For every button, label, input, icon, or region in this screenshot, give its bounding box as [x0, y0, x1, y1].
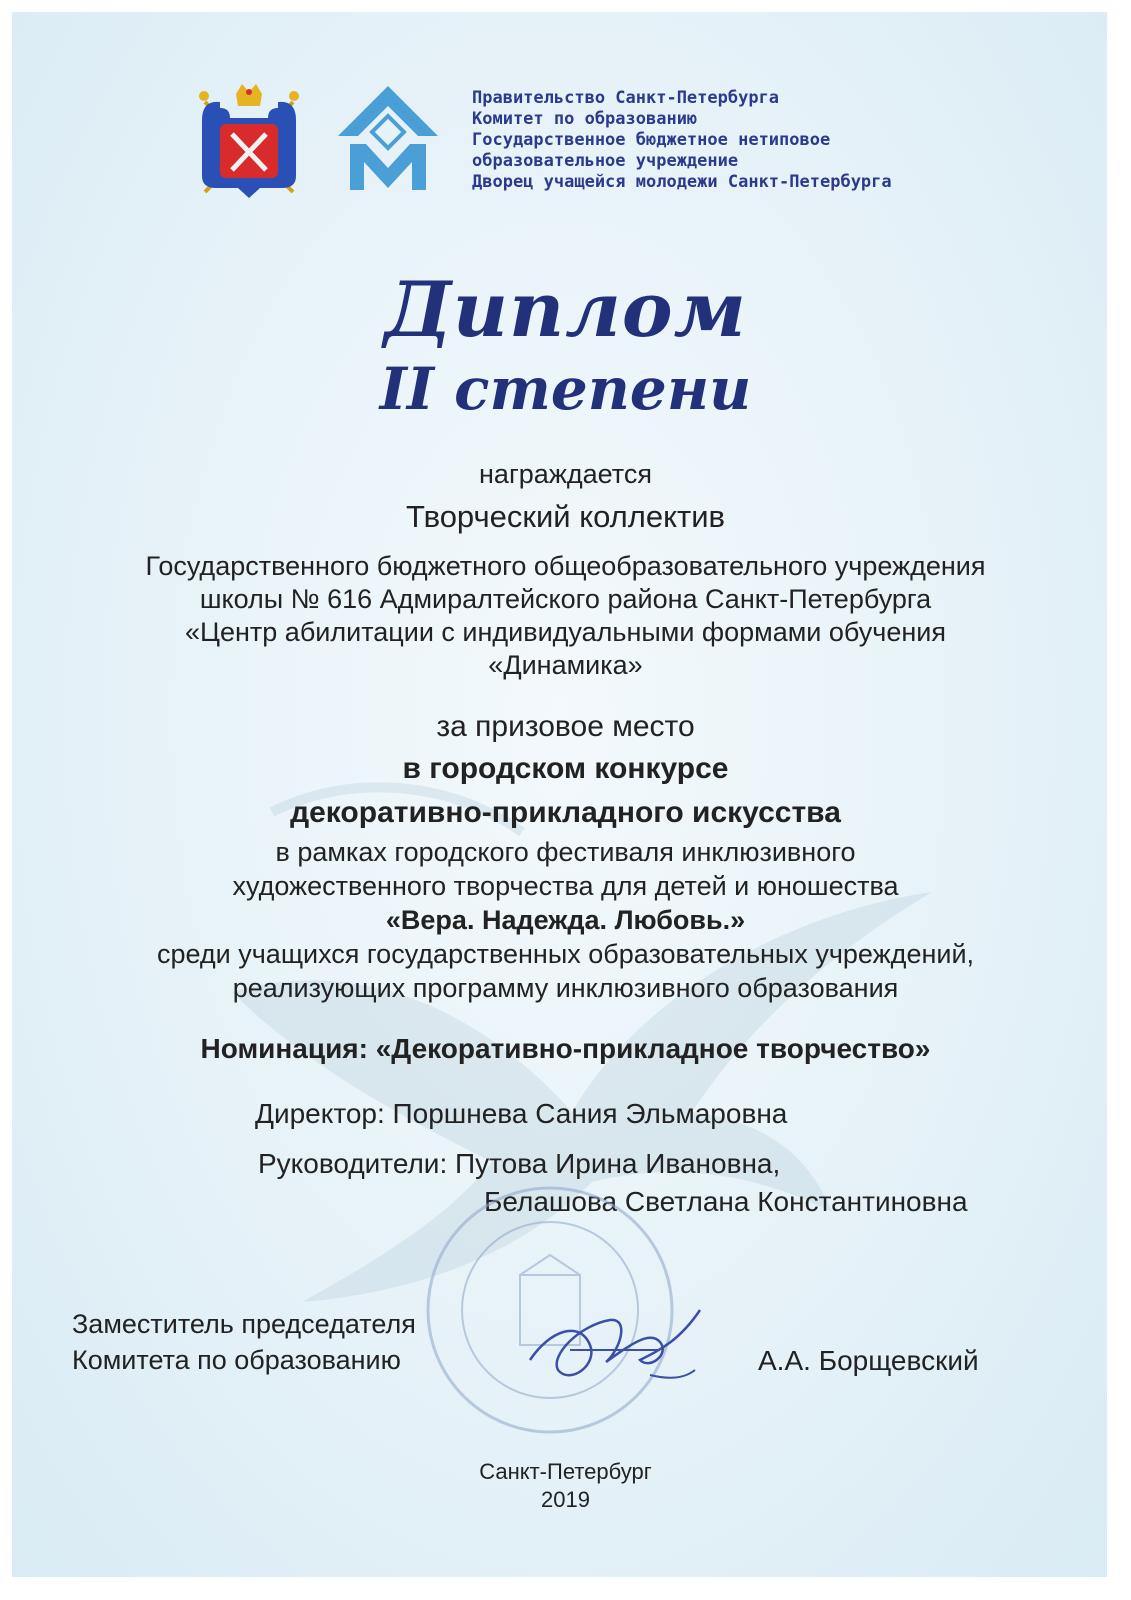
reason-text: за призовое место [436, 710, 695, 743]
festival-line-2: художественного творчества для детей и юношества [232, 871, 899, 901]
institution-block [60, 550, 1071, 682]
diploma-degree: II степени [379, 355, 752, 423]
among-line-2: реализующих программу инклюзивного образования [232, 973, 899, 1003]
recipient-text: Творческий коллектив [406, 499, 725, 534]
signatory-position [72, 1306, 416, 1378]
diploma-title: Диплом [384, 265, 747, 354]
signatory-name: А.А. Борщевский [758, 1345, 979, 1376]
institution-line: школы № 616 Адмиралтейского района Санкт-Петербурга [199, 584, 932, 614]
contest-line-1: в городском конкурсе [402, 752, 729, 785]
organization-header [472, 88, 1032, 193]
contest-line-2: декоративно-прикладного искусства [290, 796, 841, 829]
org-line: Комитет по образованию [472, 109, 698, 129]
institution-line: «Динамика» [488, 650, 643, 680]
footer [0, 1458, 1131, 1514]
director-text: Директор: Поршнева Сания Эльмаровна [255, 1098, 788, 1129]
leaders-text: Руководители: Путова Ирина Ивановна, [258, 1148, 781, 1179]
org-line: образовательное учреждение [472, 151, 739, 171]
institution-line: «Центр абилитации с индивидуальными формами обучения [185, 617, 946, 647]
among-line-1: среди учащихся государственных образовательных учреждений, [156, 939, 975, 969]
signature-icon [510, 1290, 720, 1400]
signatory-position-line: Заместитель председателя [72, 1309, 416, 1339]
org-line: Государственное бюджетное нетиповое [472, 130, 831, 150]
footer-city: Санкт-Петербург [479, 1459, 652, 1484]
signatory-position-line: Комитета по образованию [72, 1345, 401, 1375]
festival-name: «Вера. Надежда. Любовь.» [385, 905, 746, 935]
footer-year: 2019 [541, 1487, 590, 1512]
org-line: Правительство Санкт-Петербурга [472, 88, 780, 108]
awarded-text: награждается [479, 459, 652, 489]
palace-logo-icon [330, 82, 446, 198]
institution-line: Государственного бюджетного общеобразовательного учреждения [145, 551, 986, 581]
nomination-text: Номинация: «Декоративно-прикладное творчество» [200, 1033, 931, 1064]
festival-line-1: в рамках городского фестиваля инклюзивного [275, 837, 856, 867]
leaders-second: Белашова Светлана Константиновна [484, 1186, 968, 1217]
org-line: Дворец учащейся молодежи Санкт-Петербурга [472, 172, 892, 192]
coat-of-arms-icon [190, 80, 308, 202]
